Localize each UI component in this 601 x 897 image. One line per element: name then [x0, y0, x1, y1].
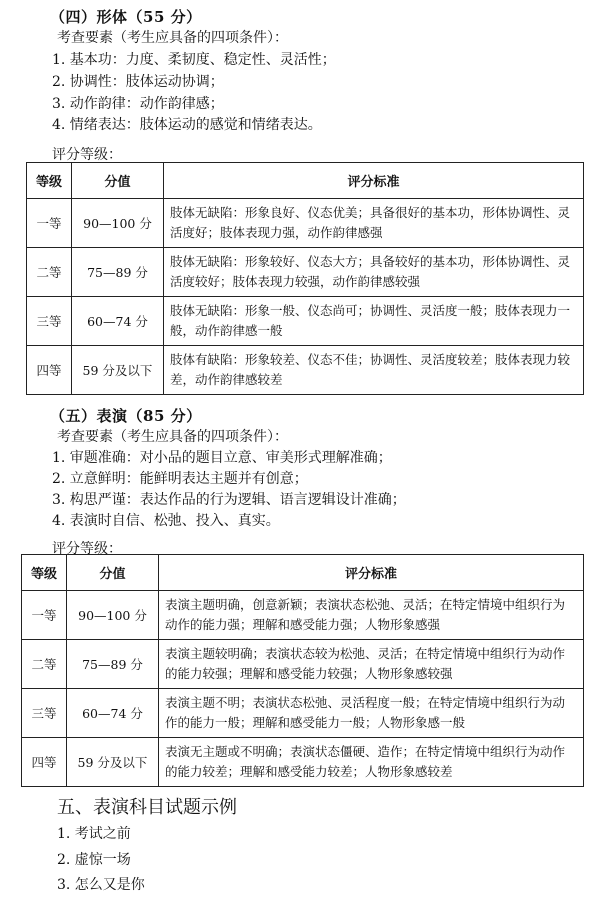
table-row: [27, 248, 584, 297]
row-criteria: 肢体无缺陷：形象良好、仪态优美；具备很好的基本功，形体协调性、灵活度好；肢体表现力强，动作韵律感强: [164, 199, 584, 248]
row-score: 59 分及以下: [67, 738, 159, 787]
row-criteria: 表演无主题或不明确；表演状态僵硬、造作；在特定情境中组织行为动作的能力较差；理解和感受能力较差；人物形象感较差: [159, 738, 584, 787]
row-level: 三等: [27, 297, 72, 346]
row-score: 60—74 分: [67, 689, 159, 738]
row-score: 60—74 分: [72, 297, 164, 346]
table-row: [22, 689, 584, 738]
row-level: 二等: [22, 640, 67, 689]
table-row: [22, 738, 584, 787]
table-header-row: [22, 555, 584, 591]
section-4-rubric-table: [26, 162, 584, 395]
table-header-row: [27, 163, 584, 199]
example-item-3: 3. 怎么又是你: [57, 877, 145, 893]
row-level: 三等: [22, 689, 67, 738]
row-criteria: 肢体有缺陷：形象较差、仪态不佳；协调性、灵活度较差；肢体表现力较差，动作韵律感较差: [164, 346, 584, 395]
row-score: 59 分及以下: [72, 346, 164, 395]
row-score: 75—89 分: [72, 248, 164, 297]
table-row: [22, 591, 584, 640]
section-5-title: （五）表演（85 分）: [50, 407, 202, 425]
row-criteria: 肢体无缺陷：形象一般、仪态尚可；协调性、灵活度一般；肢体表现力一般，动作韵律感一般: [164, 297, 584, 346]
section-4-intro: 考查要素（考生应具备的四项条件）：: [57, 30, 288, 46]
row-criteria: 表演主题明确，创意新颖；表演状态松弛、灵活；在特定情境中组织行为动作的能力强；理解和感受能力强；人物形象感强: [159, 591, 584, 640]
section-5-grade-label: 评分等级：: [52, 541, 122, 557]
header-level: 等级: [22, 555, 67, 591]
header-criteria: 评分标准: [164, 163, 584, 199]
row-criteria: 表演主题较明确；表演状态较为松弛、灵活；在特定情境中组织行为动作的能力较强；理解和感受能力较强；人物形象感较强: [159, 640, 584, 689]
section-5-item-1: 1. 审题准确：对小品的题目立意、审美形式理解准确；: [52, 450, 392, 466]
examples-section-title: 五、表演科目试题示例: [57, 797, 237, 818]
row-score: 90—100 分: [72, 199, 164, 248]
example-item-2: 2. 虚惊一场: [57, 852, 131, 868]
section-5-rubric-table: [21, 554, 584, 787]
section-5-item-4: 4. 表演时自信、松弛、投入、真实。: [52, 513, 280, 529]
header-level: 等级: [27, 163, 72, 199]
section-5-item-2: 2. 立意鲜明：能鲜明表达主题并有创意；: [52, 471, 308, 487]
section-4-grade-label: 评分等级：: [52, 147, 122, 163]
row-criteria: 肢体无缺陷：形象较好、仪态大方；具备较好的基本功，形体协调性、灵活度较好；肢体表现力较强，动作韵律感较强: [164, 248, 584, 297]
row-level: 四等: [22, 738, 67, 787]
row-level: 一等: [27, 199, 72, 248]
row-level: 二等: [27, 248, 72, 297]
section-4-item-2: 2. 协调性：肢体运动协调；: [52, 74, 224, 90]
row-level: 四等: [27, 346, 72, 395]
section-4-item-3: 3. 动作韵律：动作韵律感；: [52, 96, 224, 112]
table-row: [27, 346, 584, 395]
row-level: 一等: [22, 591, 67, 640]
table-row: [22, 640, 584, 689]
section-5-item-3: 3. 构思严谨：表达作品的行为逻辑、语言逻辑设计准确；: [52, 492, 406, 508]
section-5-intro: 考查要素（考生应具备的四项条件）：: [57, 429, 288, 445]
row-criteria: 表演主题不明；表演状态松弛、灵活程度一般；在特定情境中组织行为动作的能力一般；理解和感受能力一般；人物形象感一般: [159, 689, 584, 738]
section-4-item-1: 1. 基本功：力度、柔韧度、稳定性、灵活性；: [52, 52, 336, 68]
example-item-1: 1. 考试之前: [57, 826, 131, 842]
section-4-title: （四）形体（55 分）: [50, 8, 202, 26]
row-score: 75—89 分: [67, 640, 159, 689]
row-score: 90—100 分: [67, 591, 159, 640]
header-score: 分值: [67, 555, 159, 591]
section-4-item-4: 4. 情绪表达：肢体运动的感觉和情绪表达。: [52, 117, 322, 133]
header-criteria: 评分标准: [159, 555, 584, 591]
table-row: [27, 199, 584, 248]
header-score: 分值: [72, 163, 164, 199]
table-row: [27, 297, 584, 346]
